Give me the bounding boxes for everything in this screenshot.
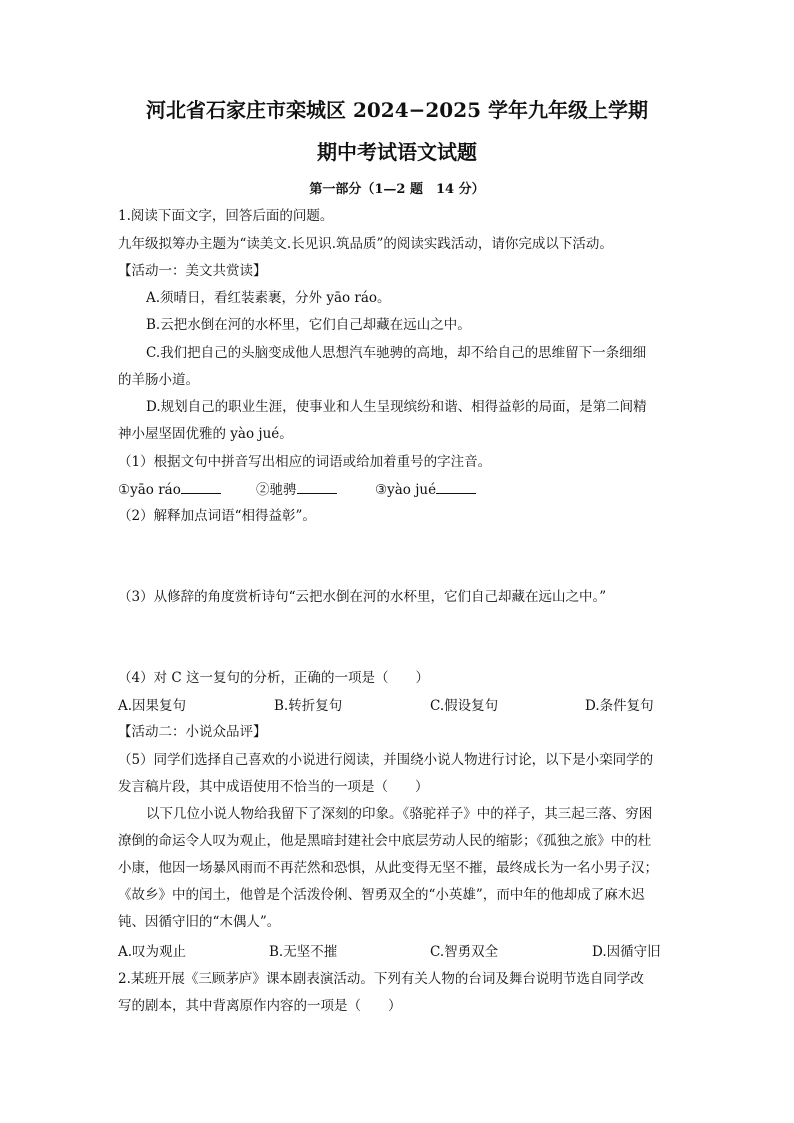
option-c[interactable]: C.假设复句 [430, 698, 499, 714]
sentence-d-line1: D.规划自己的职业生涯，使事业和人生呈现缤纷和谐、相得益彰的局面，是第二间精 [146, 399, 647, 415]
blank-3-input[interactable] [436, 479, 476, 494]
option-a[interactable]: A.因果复句 [118, 698, 187, 714]
passage-line2: 潦倒的命运令人叹为观止，他是黑暗封建社会中底层劳动人民的缩影；《孤独之旅》中的杜 [118, 833, 652, 849]
blank-3-label: ③yào jué [375, 482, 437, 498]
sentence-c-line1: C.我们把自己的头脑变成他人思想汽车驰骋的高地，却不给自己的思维留下一条细细 [146, 345, 647, 361]
sentence-b: B.云把水倒在河的水杯里，它们自己却藏在远山之中。 [146, 317, 471, 333]
option-b[interactable]: B.转折复句 [274, 698, 343, 714]
blank-2-input[interactable] [297, 479, 337, 494]
exam-title-line2: 期中考试语文试题 [317, 140, 477, 164]
subquestion-2: （2）解释加点词语“相得益彰”。 [118, 508, 316, 524]
blank-2-label: ②驰骋 [256, 482, 297, 498]
section-heading: 第一部分（1—2 题 14 分） [309, 182, 485, 197]
question-1-prompt: 1.阅读下面文字，回答后面的问题。 [118, 208, 334, 224]
blank-1-label: ①yāo ráo [118, 482, 181, 498]
passage-line4: 《故乡》中的闰土，他曾是个活泼伶俐、智勇双全的“小英雄”，而中年的他却成了麻木迟 [118, 887, 645, 903]
sentence-a: A.须晴日，看红装素裹，分外 yāo ráo。 [146, 290, 391, 306]
blank-1-input[interactable] [181, 479, 221, 494]
subquestion-3: （3）从修辞的角度赏析诗句“云把水倒在河的水杯里，它们自己却藏在远山之中。” [118, 589, 607, 605]
subquestion-5-line2: 发言稿片段，其中成语使用不恰当的一项是（ ） [118, 779, 429, 795]
subquestion-4-options [118, 696, 698, 716]
activity-1-heading: 【活动一：美文共赏读】 [118, 263, 267, 279]
question-2-line2: 写的剧本，其中背离原作内容的一项是（ ） [118, 998, 402, 1014]
subquestion-5-line1: （5）同学们选择自己喜欢的小说进行阅读，并围绕小说人物进行讨论，以下是小栾同学的 [118, 752, 654, 768]
passage-line3: 小康，他因一场暴风雨而不再茫然和恐惧，从此变得无坚不摧，最终成长为一名小男子汉； [118, 860, 658, 876]
question-2-line1: 2.某班开展《三顾茅庐》课本剧表演活动。下列有关人物的台词及舞台说明节选自同学改 [118, 971, 644, 987]
option-c[interactable]: C.智勇双全 [430, 944, 499, 960]
subquestion-4: （4）对 C 这一复句的分析，正确的一项是（ ） [118, 670, 430, 686]
pinyin-blanks-row [118, 479, 698, 499]
sentence-d-line2: 神小屋坚固优雅的 yào jué。 [118, 426, 293, 442]
option-d[interactable]: D.因循守旧 [592, 944, 661, 960]
exam-title-line1: 河北省石家庄市栾城区 2024−2025 学年九年级上学期 [145, 98, 648, 122]
subquestion-1: （1）根据文句中拼音写出相应的词语或给加着重号的字注音。 [118, 454, 492, 470]
option-d[interactable]: D.条件复句 [585, 698, 654, 714]
question-1-intro: 九年级拟筹办主题为“读美文.长见识.筑品质”的阅读实践活动，请你完成以下活动。 [118, 236, 613, 252]
passage-line1: 以下几位小说人物给我留下了深刻的印象。《骆驼祥子》中的祥子，其三起三落、穷困 [146, 806, 653, 822]
option-b[interactable]: B.无坚不摧 [269, 944, 338, 960]
sentence-c-line2: 的羊肠小道。 [118, 372, 199, 388]
activity-2-heading: 【活动二：小说众品评】 [118, 724, 267, 740]
subquestion-5-options [118, 942, 698, 962]
passage-line5: 钝、因循守旧的“木偶人”。 [118, 914, 281, 930]
option-a[interactable]: A.叹为观止 [118, 944, 187, 960]
